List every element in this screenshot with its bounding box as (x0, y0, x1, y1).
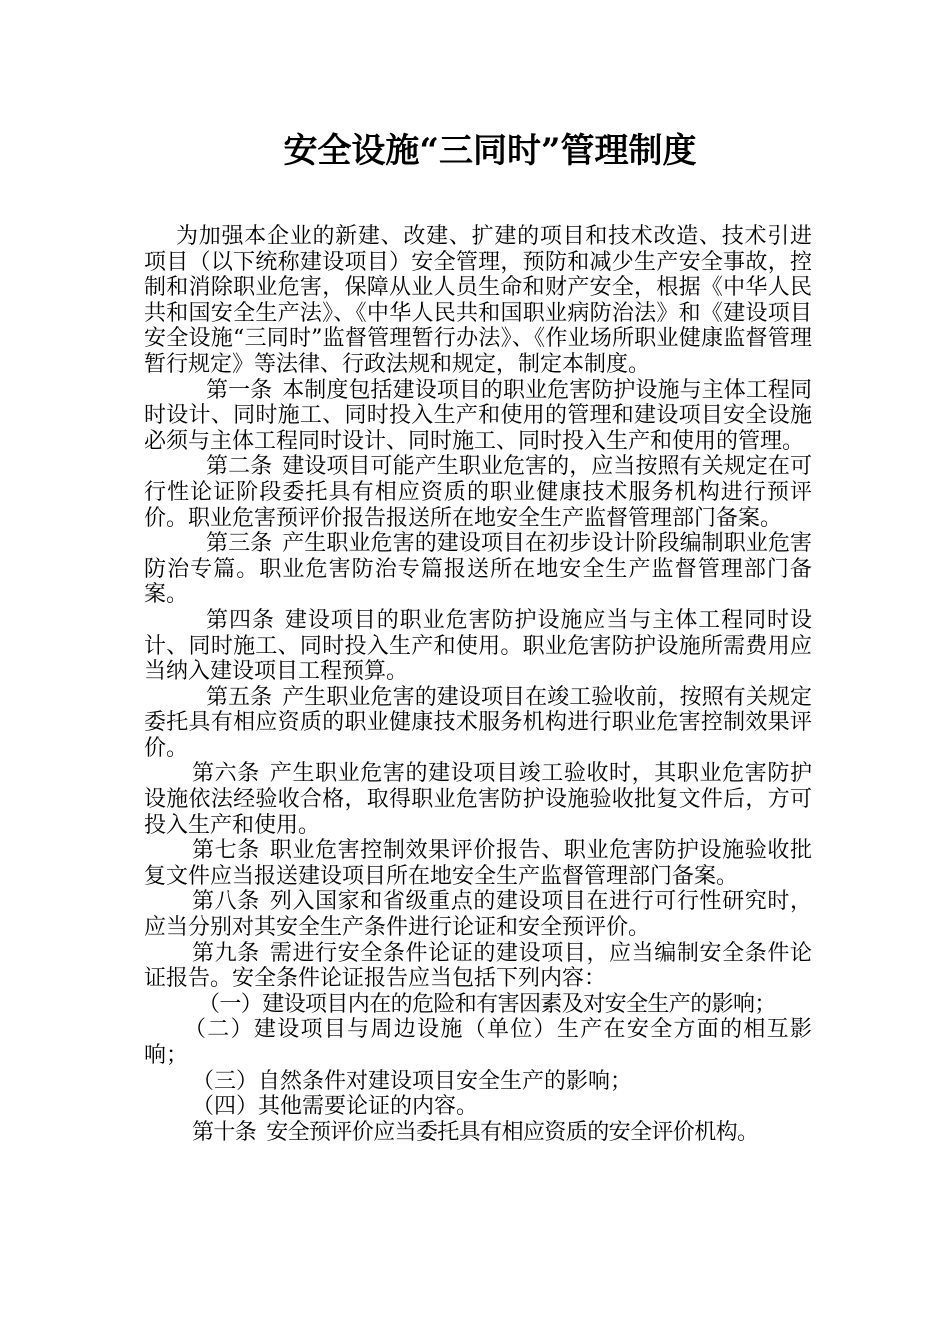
article-10 (144, 1120, 812, 1146)
article-label: 第三条 (206, 531, 273, 557)
article-9 (144, 941, 812, 992)
article-text: 职业危害控制效果评价报告、职业危害防护设施验收批复文件应当报送建设项目所在地安全生产监督管理部门备案。 (144, 838, 812, 889)
article-label: 第十条 (192, 1119, 257, 1145)
article-label: 第一条 (206, 377, 273, 403)
article-4 (144, 608, 812, 685)
article-2 (144, 454, 812, 531)
document-body (144, 224, 812, 1145)
article-7 (144, 838, 812, 889)
list-item-4: （四）其他需要论证的内容。 (192, 1094, 479, 1120)
article-5 (144, 685, 812, 762)
article-text: 本制度包括建设项目的职业危害防护设施与主体工程同时设计、同时施工、同时投入生产和使用的管理和建设项目安全设施必须与主体工程同时设计、同时施工、同时投入生产和使用的管理。 (144, 377, 812, 454)
article-text: 列入国家和省级重点的建设项目在进行可行性研究时，应当分别对其安全生产条件进行论证和安全预评价。 (144, 889, 812, 941)
article-text: 产生职业危害的建设项目在初步设计阶段编制职业危害防治专篇。职业危害防治专篇报送所在地安全生产监督管理部门备案。 (144, 531, 812, 608)
article-8 (144, 889, 812, 940)
article-label: 第四条 (206, 607, 275, 633)
article-text: 建设项目的职业危害防护设施应当与主体工程同时设计、同时施工、同时投入生产和使用。职业危害防护设施所需费用应当纳入建设项目工程预算。 (144, 607, 812, 685)
document-title: 安全设施“三同时”管理制度 (283, 131, 697, 171)
article-label: 第八条 (192, 889, 260, 915)
article-label: 第七条 (192, 838, 260, 864)
article-text: 产生职业危害的建设项目竣工验收时，其职业危害防护设施依法经验收合格，取得职业危害防护设施验收批复文件后，方可投入生产和使用。 (144, 761, 812, 838)
article-label: 第五条 (206, 684, 273, 710)
list-item-3: （三）自然条件对建设项目安全生产的影响； (192, 1068, 633, 1094)
article-label: 第六条 (192, 761, 260, 787)
list-item-1: （一）建设项目内在的危险和有害因素及对安全生产的影响； (198, 991, 776, 1017)
intro-paragraph: 为加强本企业的新建、改建、扩建的项目和技术改造、技术引进项目（以下统称建设项目）安全管理，预防和减少生产安全事故，控制和消除职业危害，保障从业人员生命和财产安全，根据《中华人民共和国安全生产法》、《中华人民共和国职业病防治法》和《建设项目安全设施“三同时”监督管理暂行办法》、《作业场所职业健康监督管理暂行规定》等法律、行政法规和规定，制定本制度。 (144, 224, 812, 377)
article-text: 产生职业危害的建设项目在竣工验收前，按照有关规定委托具有相应资质的职业健康技术服务机构进行职业危害控制效果评价。 (144, 684, 812, 761)
article-3 (144, 531, 812, 608)
article-1 (144, 378, 812, 455)
article-text: 安全预评价应当委托具有相应资质的安全评价机构。 (266, 1119, 759, 1145)
article-label: 第九条 (192, 940, 260, 966)
article-text: 需进行安全条件论证的建设项目，应当编制安全条件论证报告。安全条件论证报告应当包括下列内容： (144, 940, 812, 992)
article-text: 建设项目可能产生职业危害的，应当按照有关规定在可行性论证阶段委托具有相应资质的职业健康技术服务机构进行预评价。职业危害预评价报告报送所在地安全生产监督管理部门备案。 (144, 454, 812, 531)
list-item-2: （二）建设项目与周边设施（单位）生产在安全方面的相互影响； (144, 1017, 812, 1068)
article-6 (144, 761, 812, 838)
article-label: 第二条 (206, 454, 273, 480)
